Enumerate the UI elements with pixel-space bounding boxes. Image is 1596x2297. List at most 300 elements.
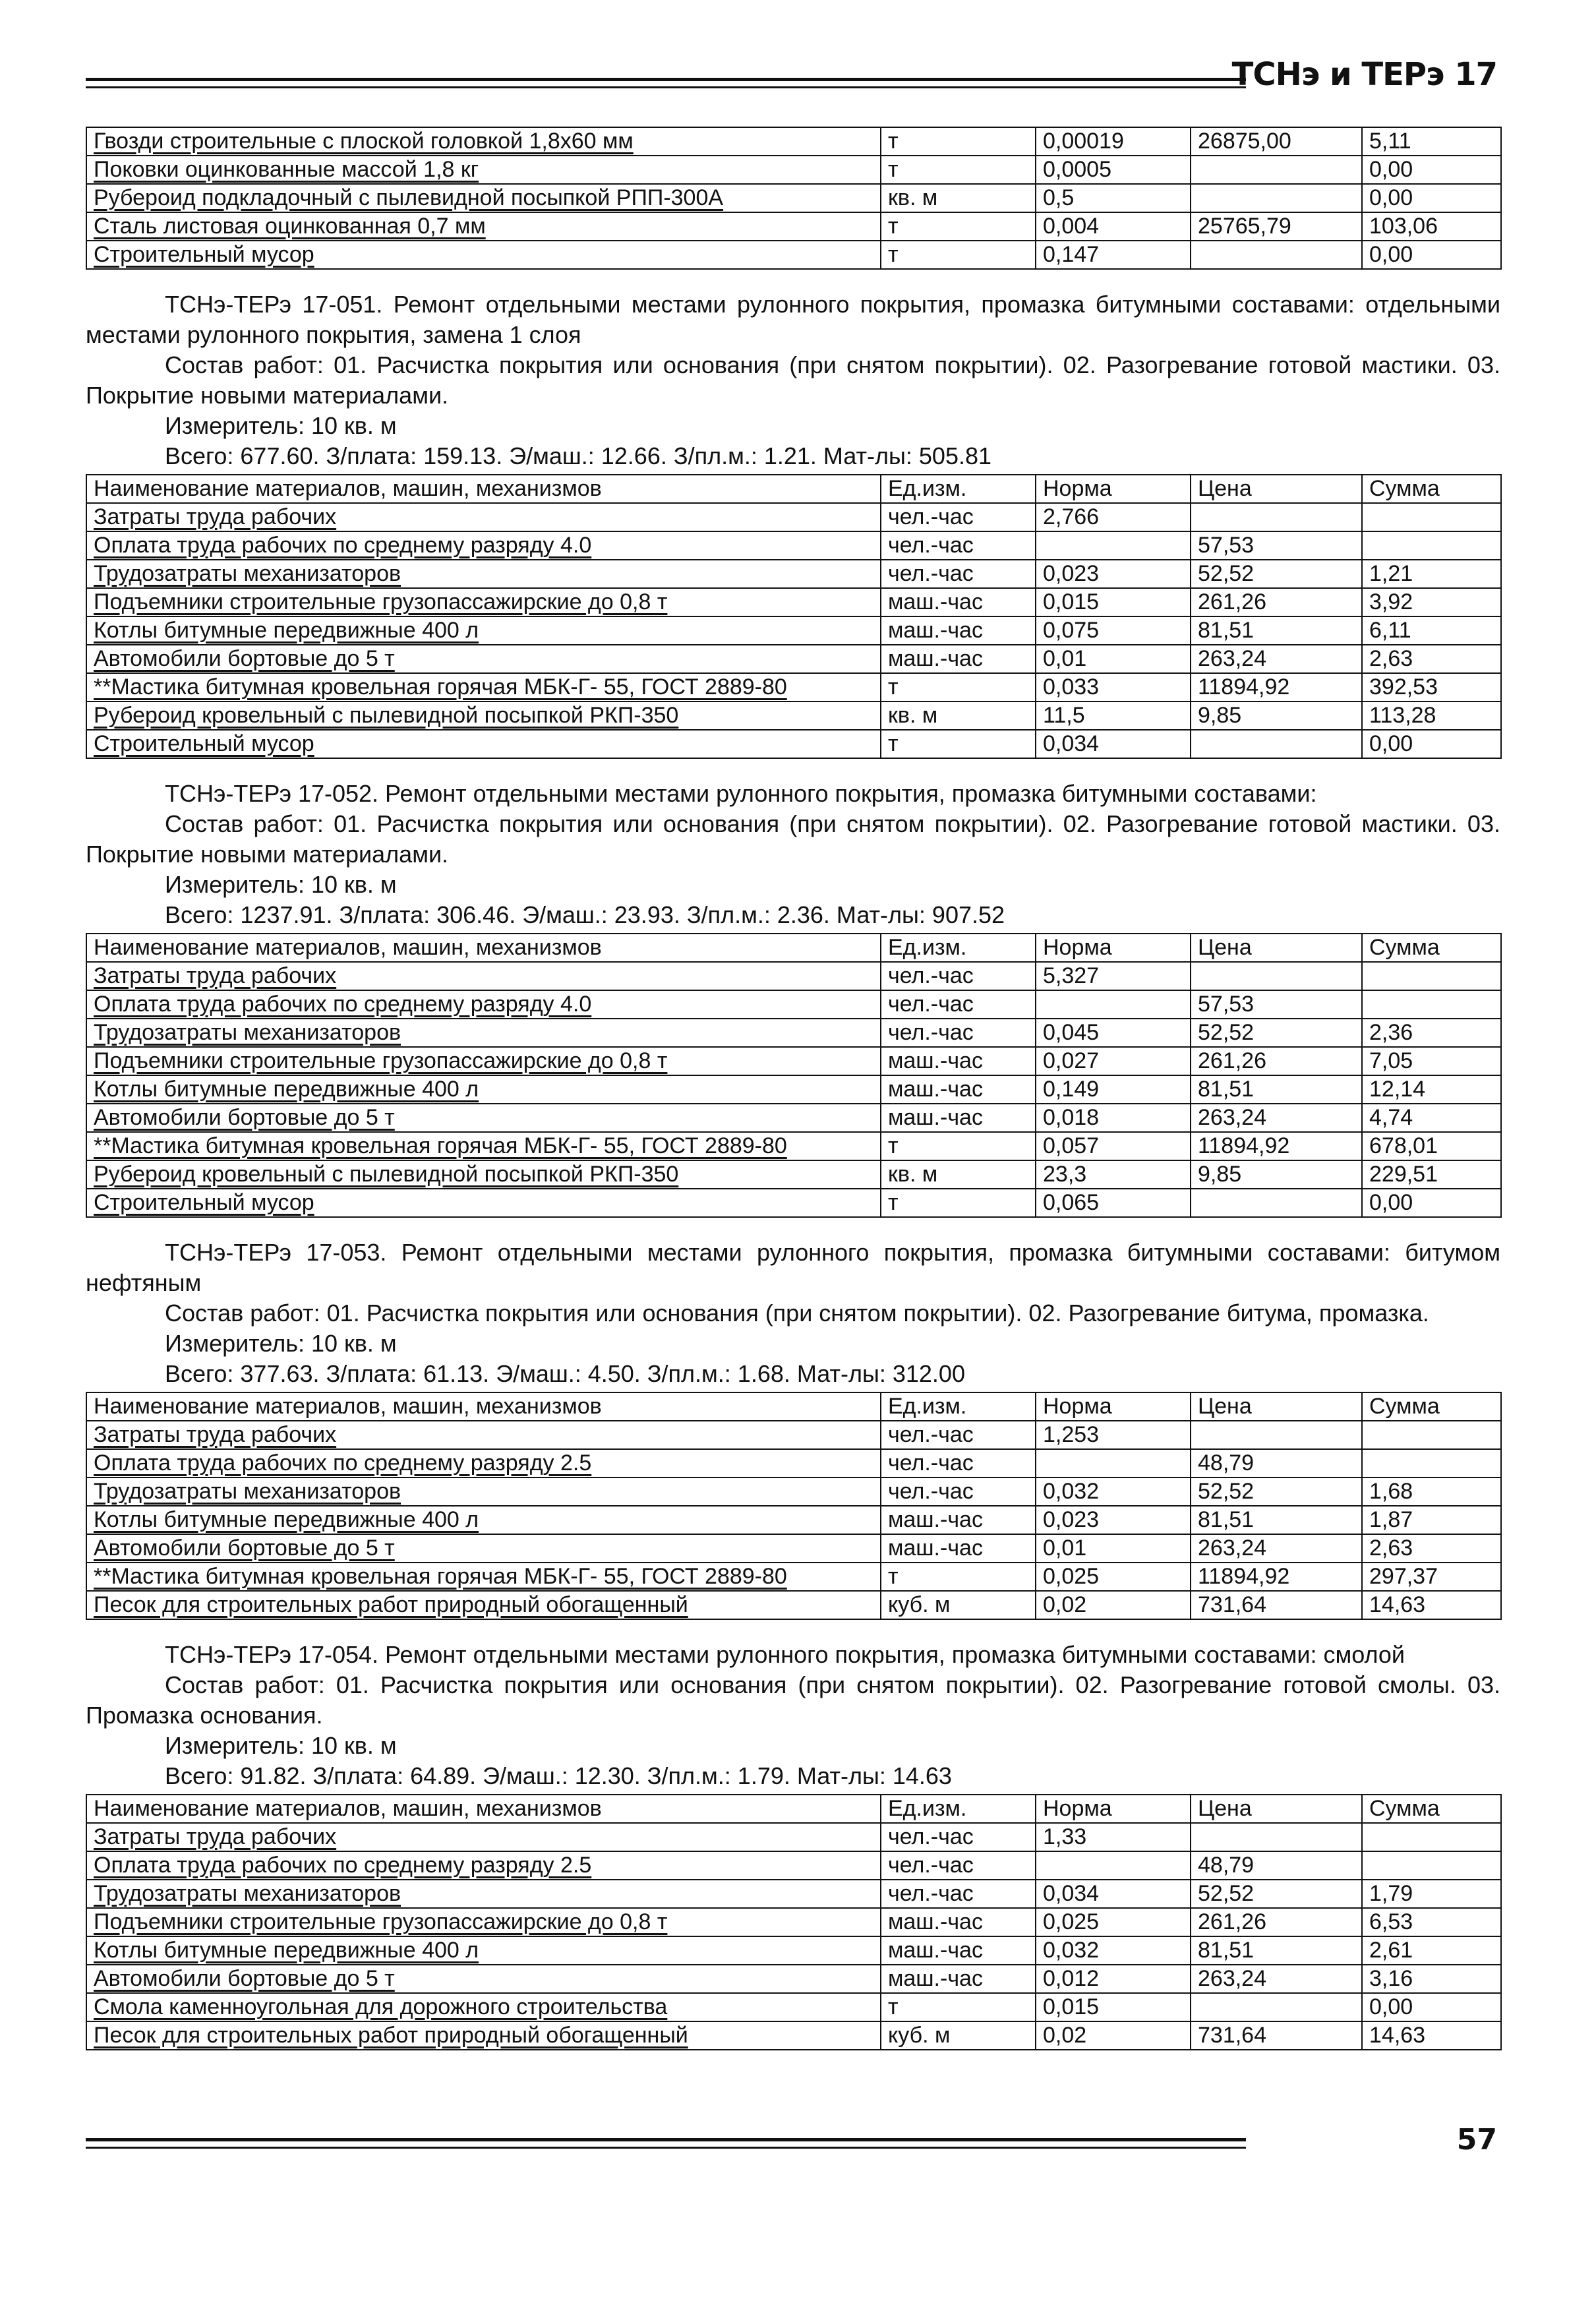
page-number: 57 — [1456, 2123, 1497, 2157]
table-cell: 81,51 — [1191, 616, 1362, 645]
table-cell: 2,63 — [1362, 1534, 1501, 1563]
table-cell: Рубероид кровельный с пылевидной посыпкой РКП-350 — [86, 1160, 881, 1189]
table-cell: маш.-час — [881, 616, 1036, 645]
table-cell: Затраты труда рабочих — [86, 962, 881, 990]
table-cell: чел.-час — [881, 990, 1036, 1019]
measure-text — [86, 411, 1500, 441]
table-cell: 1,87 — [1362, 1506, 1501, 1534]
table-cell: 14,63 — [1362, 2021, 1501, 2050]
column-header: Наименование материалов, машин, механизмов — [86, 1392, 881, 1421]
table-cell: 0,033 — [1036, 673, 1191, 701]
table-cell: 0,01 — [1036, 645, 1191, 673]
table-cell: т — [881, 673, 1036, 701]
column-header: Ед.изм. — [881, 934, 1036, 962]
table-cell: Трудозатраты механизаторов — [86, 1880, 881, 1908]
totals-line: Всего: 1237.91. З/плата: 306.46. Э/маш.: 23.93. З/пл.м.: 2.36. Мат-лы: 907.52 — [165, 901, 1005, 928]
table-row — [86, 531, 1501, 560]
table-cell: 0,02 — [1036, 2021, 1191, 2050]
resource-table — [86, 933, 1502, 1218]
composition-text — [86, 809, 1500, 870]
composition-text — [86, 350, 1500, 411]
measure-label: Измеритель: — [165, 871, 305, 898]
column-header: Цена — [1191, 934, 1362, 962]
table-row — [86, 1047, 1501, 1075]
header-row — [86, 1795, 1501, 1823]
composition-label: Состав работ: — [165, 1299, 320, 1327]
table-cell: 81,51 — [1191, 1936, 1362, 1965]
measure-label: Измеритель: — [165, 1330, 305, 1357]
table-cell: 229,51 — [1362, 1160, 1501, 1189]
table-cell: т — [881, 1132, 1036, 1160]
column-header: Норма — [1036, 475, 1191, 503]
column-header: Норма — [1036, 934, 1191, 962]
table-row — [86, 588, 1501, 616]
norm-section — [86, 289, 1500, 759]
table-cell: маш.-час — [881, 645, 1036, 673]
table-cell: 0,032 — [1036, 1477, 1191, 1506]
table-cell: 0,023 — [1036, 1506, 1191, 1534]
section-title: ТСНэ-ТЕРэ 17-054. Ремонт отдельными местами рулонного покрытия, промазка битумными составами: смолой — [165, 1641, 1405, 1668]
table-row — [86, 156, 1501, 184]
table-cell — [1191, 184, 1362, 212]
table-header — [86, 934, 1501, 962]
measure-text — [86, 870, 1500, 900]
table-cell: 52,52 — [1191, 1019, 1362, 1047]
table-row — [86, 990, 1501, 1019]
table-cell: Оплата труда рабочих по среднему разряду 2.5 — [86, 1449, 881, 1477]
table-cell: 0,065 — [1036, 1189, 1191, 1217]
table-row — [86, 645, 1501, 673]
table-row — [86, 1880, 1501, 1908]
table-cell: куб. м — [881, 1591, 1036, 1619]
column-header: Наименование материалов, машин, механизмов — [86, 934, 881, 962]
table-cell — [1362, 990, 1501, 1019]
column-header: Сумма — [1362, 1795, 1501, 1823]
table-cell: чел.-час — [881, 1823, 1036, 1851]
table-cell: маш.-час — [881, 1104, 1036, 1132]
table-cell: 0,149 — [1036, 1075, 1191, 1104]
table-cell: 0,023 — [1036, 560, 1191, 588]
header-rule-bottom — [86, 86, 1246, 88]
table-cell: маш.-час — [881, 1965, 1036, 1993]
resource-table — [86, 1794, 1502, 2050]
table-cell: 81,51 — [1191, 1506, 1362, 1534]
table-cell: Котлы битумные передвижные 400 л — [86, 1506, 881, 1534]
measure-value: 10 кв. м — [310, 871, 397, 898]
table-cell: кв. м — [881, 701, 1036, 730]
norm-section — [86, 1640, 1500, 2050]
table-cell: 3,92 — [1362, 588, 1501, 616]
table-cell: 263,24 — [1191, 1965, 1362, 1993]
table-header — [86, 1392, 1501, 1421]
table-cell: **Мастика битумная кровельная горячая МБК-Г- 55, ГОСТ 2889-80 — [86, 1132, 881, 1160]
table-cell: чел.-час — [881, 1477, 1036, 1506]
column-header: Сумма — [1362, 475, 1501, 503]
table-cell: 113,28 — [1362, 701, 1501, 730]
column-header: Ед.изм. — [881, 1392, 1036, 1421]
table-cell: 678,01 — [1362, 1132, 1501, 1160]
table-body — [86, 962, 1501, 1217]
column-header: Ед.изм. — [881, 475, 1036, 503]
composition-label: Состав работ: — [165, 1671, 325, 1698]
table-cell: 5,11 — [1362, 127, 1501, 156]
table-cell — [1191, 730, 1362, 758]
table-cell: Оплата труда рабочих по среднему разряду 4.0 — [86, 990, 881, 1019]
table-cell: 4,74 — [1362, 1104, 1501, 1132]
table-cell: 1,21 — [1362, 560, 1501, 588]
table-cell: 57,53 — [1191, 531, 1362, 560]
table-row — [86, 241, 1501, 269]
top-resource-table — [86, 127, 1502, 270]
table-cell: маш.-час — [881, 1936, 1036, 1965]
table-cell: Подъемники строительные грузопассажирские до 0,8 т — [86, 1047, 881, 1075]
table-cell: Песок для строительных работ природный обогащенный — [86, 2021, 881, 2050]
table-cell: Затраты труда рабочих — [86, 1823, 881, 1851]
measure-value: 10 кв. м — [310, 1732, 397, 1759]
composition-text — [86, 1298, 1500, 1328]
table-row — [86, 1908, 1501, 1936]
table-row — [86, 1132, 1501, 1160]
table-cell: 0,075 — [1036, 616, 1191, 645]
table-row — [86, 1019, 1501, 1047]
table-cell: Сталь листовая оцинкованная 0,7 мм — [86, 212, 881, 241]
totals-line: Всего: 677.60. З/плата: 159.13. Э/маш.: 12.66. З/пл.м.: 1.21. Мат-лы: 505.81 — [165, 442, 992, 469]
table-cell — [1191, 1189, 1362, 1217]
section-title: ТСНэ-ТЕРэ 17-053. Ремонт отдельными местами рулонного покрытия, промазка битумными составами: битумом нефтяным — [86, 1239, 1500, 1296]
table-cell: 0,015 — [1036, 588, 1191, 616]
table-cell: 261,26 — [1191, 1047, 1362, 1075]
table-cell: 0,004 — [1036, 212, 1191, 241]
table-cell: 26875,00 — [1191, 127, 1362, 156]
table-cell: Гвозди строительные с плоской головкой 1,8х60 мм — [86, 127, 881, 156]
table-cell: 2,61 — [1362, 1936, 1501, 1965]
table-row — [86, 673, 1501, 701]
table-row — [86, 1506, 1501, 1534]
table-row — [86, 1823, 1501, 1851]
table-cell: 0,5 — [1036, 184, 1191, 212]
table-row — [86, 1591, 1501, 1619]
table-cell: 1,68 — [1362, 1477, 1501, 1506]
table-cell: Песок для строительных работ природный обогащенный — [86, 1591, 881, 1619]
table-row — [86, 1449, 1501, 1477]
table-cell: 0,012 — [1036, 1965, 1191, 1993]
table-cell: чел.-час — [881, 962, 1036, 990]
table-cell — [1036, 1851, 1191, 1880]
table-cell — [1191, 503, 1362, 531]
table-cell: Поковки оцинкованные массой 1,8 кг — [86, 156, 881, 184]
resource-table — [86, 474, 1502, 759]
table-cell: 2,766 — [1036, 503, 1191, 531]
table-cell — [1036, 1449, 1191, 1477]
table-row — [86, 962, 1501, 990]
composition-value: 01. Расчистка покрытия или основания (при снятом покрытии). 02. Разогревание готовой мастики. 03. Покрытие новыми материалами. — [86, 351, 1500, 409]
table-cell: 0,034 — [1036, 1880, 1191, 1908]
table-cell: **Мастика битумная кровельная горячая МБК-Г- 55, ГОСТ 2889-80 — [86, 673, 881, 701]
table-cell — [1036, 531, 1191, 560]
table-cell: 261,26 — [1191, 1908, 1362, 1936]
table-cell: маш.-час — [881, 1075, 1036, 1104]
table-row — [86, 1993, 1501, 2021]
table-row — [86, 1477, 1501, 1506]
table-cell: 5,327 — [1036, 962, 1191, 990]
table-cell — [1362, 1851, 1501, 1880]
table-cell: 2,36 — [1362, 1019, 1501, 1047]
table-cell — [1362, 962, 1501, 990]
table-cell: маш.-час — [881, 588, 1036, 616]
table-cell: 0,00 — [1362, 184, 1501, 212]
table-row — [86, 1075, 1501, 1104]
table-cell: 52,52 — [1191, 1477, 1362, 1506]
table-cell: Затраты труда рабочих — [86, 1421, 881, 1449]
column-header: Цена — [1191, 1795, 1362, 1823]
table-row — [86, 616, 1501, 645]
page-content — [86, 127, 1500, 2050]
table-cell: 9,85 — [1191, 701, 1362, 730]
running-head: ТСНэ и ТЕРэ 17 — [1231, 56, 1497, 93]
measure-label: Измеритель: — [165, 412, 305, 439]
table-cell: кв. м — [881, 184, 1036, 212]
column-header: Норма — [1036, 1795, 1191, 1823]
table-cell: Строительный мусор — [86, 730, 881, 758]
measure-value: 10 кв. м — [310, 412, 397, 439]
table-cell: 263,24 — [1191, 1104, 1362, 1132]
table-cell: Строительный мусор — [86, 241, 881, 269]
table-cell: чел.-час — [881, 531, 1036, 560]
table-cell: Оплата труда рабочих по среднему разряду 4.0 — [86, 531, 881, 560]
table-row — [86, 127, 1501, 156]
column-header: Цена — [1191, 1392, 1362, 1421]
table-cell: Смола каменноугольная для дорожного строительства — [86, 1993, 881, 2021]
table-cell: Рубероид подкладочный с пылевидной посыпкой РПП-300А — [86, 184, 881, 212]
table-cell: 263,24 — [1191, 645, 1362, 673]
table-cell: 297,37 — [1362, 1563, 1501, 1591]
table-cell: 2,63 — [1362, 645, 1501, 673]
table-cell — [1191, 1823, 1362, 1851]
table-cell: 0,032 — [1036, 1936, 1191, 1965]
measure-value: 10 кв. м — [310, 1330, 397, 1357]
table-row — [86, 1160, 1501, 1189]
table-row — [86, 1189, 1501, 1217]
table-cell — [1191, 241, 1362, 269]
table-row — [86, 1851, 1501, 1880]
sections-container — [86, 289, 1500, 2050]
table-cell: Рубероид кровельный с пылевидной посыпкой РКП-350 — [86, 701, 881, 730]
table-cell: 9,85 — [1191, 1160, 1362, 1189]
table-body — [86, 1421, 1501, 1619]
table-cell: Автомобили бортовые до 5 т — [86, 1534, 881, 1563]
table-cell: 0,015 — [1036, 1993, 1191, 2021]
composition-value: 01. Расчистка покрытия или основания (при снятом покрытии). 02. Разогревание битума, промазка. — [326, 1299, 1429, 1327]
table-cell: Автомобили бортовые до 5 т — [86, 1104, 881, 1132]
table-cell: 0,034 — [1036, 730, 1191, 758]
table-row — [86, 1421, 1501, 1449]
table-row — [86, 1104, 1501, 1132]
table-cell: т — [881, 1563, 1036, 1591]
table-cell: 0,057 — [1036, 1132, 1191, 1160]
section-title: ТСНэ-ТЕРэ 17-052. Ремонт отдельными местами рулонного покрытия, промазка битумными составами: — [165, 780, 1317, 807]
table-cell: 392,53 — [1362, 673, 1501, 701]
table-cell: 7,05 — [1362, 1047, 1501, 1075]
table-row — [86, 560, 1501, 588]
norm-section — [86, 1238, 1500, 1620]
header-row — [86, 1392, 1501, 1421]
resource-table — [86, 1392, 1502, 1620]
table-cell: 0,00 — [1362, 1993, 1501, 2021]
table-cell: куб. м — [881, 2021, 1036, 2050]
header-row — [86, 934, 1501, 962]
table-row — [86, 701, 1501, 730]
table-cell: 48,79 — [1191, 1851, 1362, 1880]
table-cell: 0,00019 — [1036, 127, 1191, 156]
table-cell: т — [881, 127, 1036, 156]
table-cell: 0,00 — [1362, 730, 1501, 758]
table-cell — [1362, 503, 1501, 531]
table-cell: маш.-час — [881, 1047, 1036, 1075]
table-row — [86, 730, 1501, 758]
column-header: Сумма — [1362, 1392, 1501, 1421]
table-cell: 11,5 — [1036, 701, 1191, 730]
header-row — [86, 475, 1501, 503]
table-cell: Подъемники строительные грузопассажирские до 0,8 т — [86, 1908, 881, 1936]
table-cell: 52,52 — [1191, 560, 1362, 588]
table-cell: 48,79 — [1191, 1449, 1362, 1477]
column-header: Сумма — [1362, 934, 1501, 962]
table-cell: 52,52 — [1191, 1880, 1362, 1908]
table-row — [86, 503, 1501, 531]
table-cell: Трудозатраты механизаторов — [86, 560, 881, 588]
table-cell: 6,11 — [1362, 616, 1501, 645]
column-header: Ед.изм. — [881, 1795, 1036, 1823]
footer-rule-top — [86, 2138, 1246, 2141]
table-cell: 25765,79 — [1191, 212, 1362, 241]
table-cell: т — [881, 1189, 1036, 1217]
table-cell: 11894,92 — [1191, 673, 1362, 701]
table-cell: 103,06 — [1362, 212, 1501, 241]
table-cell: 0,00 — [1362, 1189, 1501, 1217]
column-header: Норма — [1036, 1392, 1191, 1421]
table-cell: кв. м — [881, 1160, 1036, 1189]
table-cell: 0,00 — [1362, 156, 1501, 184]
table-cell: 14,63 — [1362, 1591, 1501, 1619]
table-row — [86, 184, 1501, 212]
table-cell — [1191, 1993, 1362, 2021]
table-cell: Автомобили бортовые до 5 т — [86, 1965, 881, 1993]
top-table-body — [86, 127, 1501, 269]
table-cell: 12,14 — [1362, 1075, 1501, 1104]
composition-label: Состав работ: — [165, 810, 324, 837]
table-cell: 11894,92 — [1191, 1132, 1362, 1160]
table-row — [86, 2021, 1501, 2050]
table-cell — [1362, 531, 1501, 560]
table-cell: 0,01 — [1036, 1534, 1191, 1563]
totals-line: Всего: 91.82. З/плата: 64.89. Э/маш.: 12.30. З/пл.м.: 1.79. Мат-лы: 14.63 — [165, 1762, 952, 1789]
table-body — [86, 1823, 1501, 2050]
composition-value: 01. Расчистка покрытия или основания (при снятом покрытии). 02. Разогревание готовой мастики. 03. Покрытие новыми материалами. — [86, 810, 1500, 868]
table-cell — [1362, 1421, 1501, 1449]
table-cell: Автомобили бортовые до 5 т — [86, 645, 881, 673]
table-cell: 0,018 — [1036, 1104, 1191, 1132]
table-cell: 0,025 — [1036, 1908, 1191, 1936]
table-cell: Котлы битумные передвижные 400 л — [86, 1075, 881, 1104]
table-cell — [1362, 1823, 1501, 1851]
measure-text — [86, 1731, 1500, 1761]
table-cell: чел.-час — [881, 560, 1036, 588]
table-cell: чел.-час — [881, 503, 1036, 531]
table-body — [86, 503, 1501, 758]
measure-text — [86, 1328, 1500, 1359]
table-cell: Трудозатраты механизаторов — [86, 1477, 881, 1506]
table-cell — [1191, 1421, 1362, 1449]
table-cell: **Мастика битумная кровельная горячая МБК-Г- 55, ГОСТ 2889-80 — [86, 1563, 881, 1591]
table-cell: чел.-час — [881, 1880, 1036, 1908]
table-cell — [1036, 990, 1191, 1019]
table-cell: чел.-час — [881, 1851, 1036, 1880]
table-cell: т — [881, 241, 1036, 269]
header-rule-top — [86, 78, 1246, 81]
table-header — [86, 1795, 1501, 1823]
table-cell: Котлы битумные передвижные 400 л — [86, 616, 881, 645]
table-cell: т — [881, 156, 1036, 184]
table-cell: 1,33 — [1036, 1823, 1191, 1851]
totals-line: Всего: 377.63. З/плата: 61.13. Э/маш.: 4.50. З/пл.м.: 1.68. Мат-лы: 312.00 — [165, 1360, 965, 1387]
table-cell: 0,00 — [1362, 241, 1501, 269]
column-header: Цена — [1191, 475, 1362, 503]
table-cell: 0,0005 — [1036, 156, 1191, 184]
table-cell: маш.-час — [881, 1908, 1036, 1936]
composition-value: 01. Расчистка покрытия или основания (при снятом покрытии). 02. Разогревание готовой смолы. 03. Промазка основания. — [86, 1671, 1500, 1729]
table-cell: Затраты труда рабочих — [86, 503, 881, 531]
table-cell: 731,64 — [1191, 1591, 1362, 1619]
table-cell: т — [881, 1993, 1036, 2021]
table-row — [86, 212, 1501, 241]
table-cell: 11894,92 — [1191, 1563, 1362, 1591]
table-cell: чел.-час — [881, 1449, 1036, 1477]
footer-rule-bottom — [86, 2147, 1246, 2149]
table-cell: 0,045 — [1036, 1019, 1191, 1047]
table-cell: 0,02 — [1036, 1591, 1191, 1619]
table-cell: чел.-час — [881, 1421, 1036, 1449]
table-row — [86, 1534, 1501, 1563]
table-cell: Подъемники строительные грузопассажирские до 0,8 т — [86, 588, 881, 616]
table-cell: Трудозатраты механизаторов — [86, 1019, 881, 1047]
table-cell: 1,79 — [1362, 1880, 1501, 1908]
norm-section — [86, 779, 1500, 1218]
table-row — [86, 1936, 1501, 1965]
table-cell: маш.-час — [881, 1506, 1036, 1534]
table-cell — [1362, 1449, 1501, 1477]
table-cell: 261,26 — [1191, 588, 1362, 616]
table-cell: 81,51 — [1191, 1075, 1362, 1104]
table-cell: 0,025 — [1036, 1563, 1191, 1591]
table-cell: 731,64 — [1191, 2021, 1362, 2050]
table-cell — [1191, 962, 1362, 990]
table-cell: т — [881, 730, 1036, 758]
column-header: Наименование материалов, машин, механизмов — [86, 475, 881, 503]
table-row — [86, 1563, 1501, 1591]
section-title: ТСНэ-ТЕРэ 17-051. Ремонт отдельными местами рулонного покрытия, промазка битумными составами: отдельными местами рулонного покрытия, замена 1 слоя — [86, 291, 1500, 348]
composition-text — [86, 1670, 1500, 1731]
measure-label: Измеритель: — [165, 1732, 305, 1759]
table-row — [86, 1965, 1501, 1993]
column-header: Наименование материалов, машин, механизмов — [86, 1795, 881, 1823]
table-cell: чел.-час — [881, 1019, 1036, 1047]
table-cell: Оплата труда рабочих по среднему разряду 2.5 — [86, 1851, 881, 1880]
table-header — [86, 475, 1501, 503]
table-cell: маш.-час — [881, 1534, 1036, 1563]
table-cell: Котлы битумные передвижные 400 л — [86, 1936, 881, 1965]
table-cell: 3,16 — [1362, 1965, 1501, 1993]
table-cell: 0,147 — [1036, 241, 1191, 269]
